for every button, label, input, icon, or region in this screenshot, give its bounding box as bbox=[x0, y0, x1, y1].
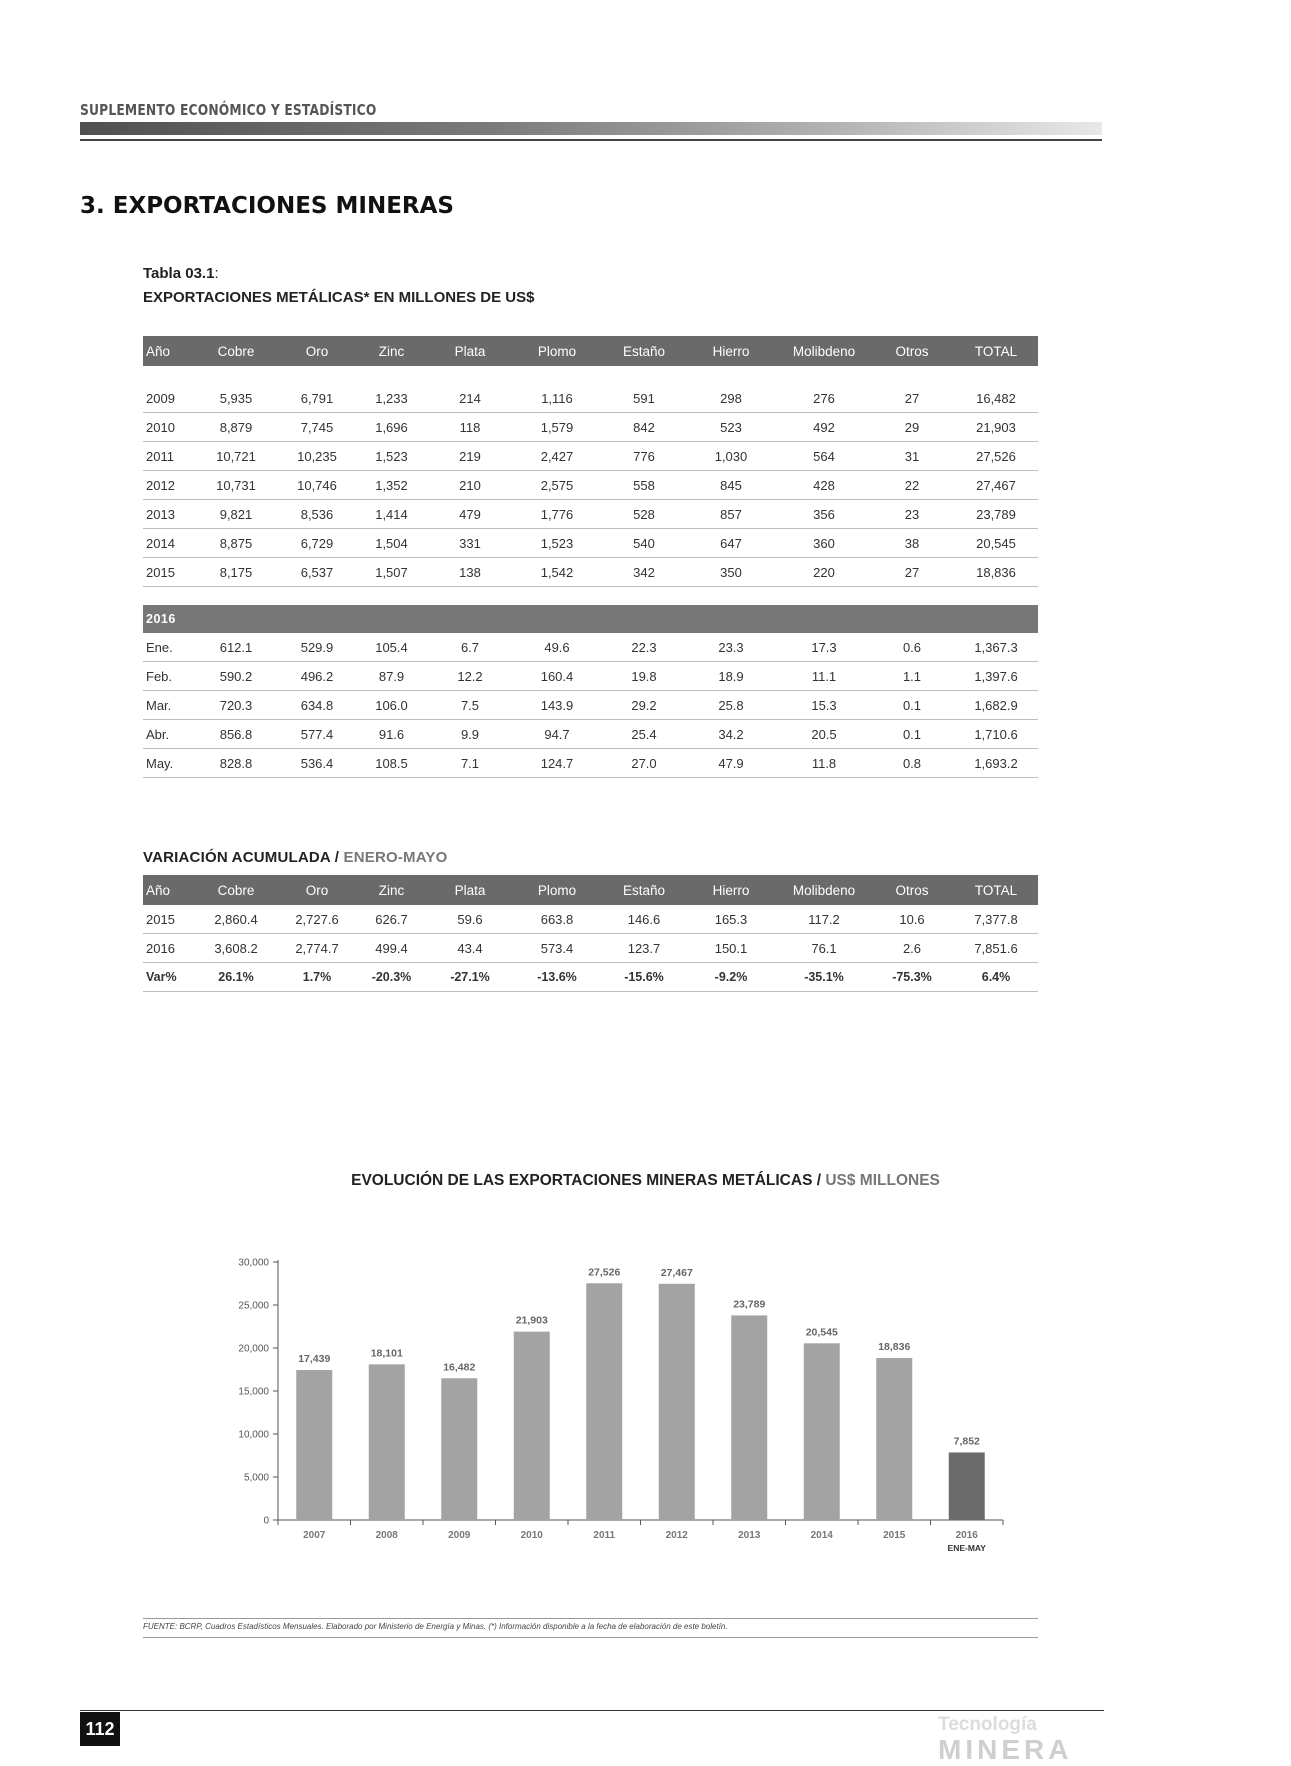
data-label: 21,903 bbox=[515, 1314, 548, 1327]
value-cell: 647 bbox=[684, 529, 778, 558]
chart-title-main: EVOLUCIÓN DE LAS EXPORTACIONES MINERAS METÁLICAS / bbox=[351, 1172, 826, 1189]
data-label: 17,439 bbox=[298, 1353, 331, 1366]
value-cell: 143.9 bbox=[510, 691, 604, 720]
value-cell: 160.4 bbox=[510, 662, 604, 691]
data-label: 27,467 bbox=[660, 1266, 693, 1279]
table2-header-cell: Zinc bbox=[353, 875, 430, 905]
value-cell: -75.3% bbox=[870, 963, 954, 992]
value-cell: 91.6 bbox=[353, 720, 430, 749]
data-label: 27,526 bbox=[588, 1266, 621, 1279]
value-cell: 6.4% bbox=[954, 963, 1038, 992]
value-cell: 25.8 bbox=[684, 691, 778, 720]
value-cell: 25.4 bbox=[604, 720, 684, 749]
value-cell: 20,545 bbox=[954, 529, 1038, 558]
value-cell: 2,727.6 bbox=[281, 905, 353, 934]
value-cell: 776 bbox=[604, 442, 684, 471]
value-cell: 360 bbox=[778, 529, 870, 558]
value-cell: 0.6 bbox=[870, 633, 954, 662]
value-cell: 276 bbox=[778, 384, 870, 413]
value-cell: 26.1% bbox=[191, 963, 281, 992]
value-cell: 558 bbox=[604, 471, 684, 500]
value-cell: -13.6% bbox=[510, 963, 604, 992]
source-rule-top bbox=[143, 1618, 1038, 1619]
y-tick-label: 25,000 bbox=[238, 1300, 269, 1312]
value-cell: 7.5 bbox=[430, 691, 510, 720]
value-cell: 20.5 bbox=[778, 720, 870, 749]
value-cell: 857 bbox=[684, 500, 778, 529]
value-cell: 1,682.9 bbox=[954, 691, 1038, 720]
x-tick-sublabel: ENE-MAY bbox=[947, 1543, 986, 1553]
value-cell: 1,693.2 bbox=[954, 749, 1038, 778]
value-cell: 3,608.2 bbox=[191, 934, 281, 963]
value-cell: 19.8 bbox=[604, 662, 684, 691]
logo-line1: Tecnología bbox=[938, 1714, 1037, 1735]
value-cell: 0.1 bbox=[870, 720, 954, 749]
logo-line2: MINERA bbox=[938, 1734, 1073, 1765]
value-cell: 29.2 bbox=[604, 691, 684, 720]
value-cell: 59.6 bbox=[430, 905, 510, 934]
value-cell: 21,903 bbox=[954, 413, 1038, 442]
value-cell: 6.7 bbox=[430, 633, 510, 662]
table1-header-cell: Oro bbox=[281, 336, 353, 366]
table1-header-cell: Estaño bbox=[604, 336, 684, 366]
y-tick-label: 30,000 bbox=[238, 1257, 269, 1269]
value-cell: 8,175 bbox=[191, 558, 281, 587]
row-label-cell: 2012 bbox=[143, 471, 191, 500]
value-cell: 146.6 bbox=[604, 905, 684, 934]
value-cell: 2,427 bbox=[510, 442, 604, 471]
value-cell: 8,875 bbox=[191, 529, 281, 558]
value-cell: 220 bbox=[778, 558, 870, 587]
x-tick-label: 2012 bbox=[665, 1530, 688, 1541]
value-cell: 1,696 bbox=[353, 413, 430, 442]
value-cell: 1,397.6 bbox=[954, 662, 1038, 691]
value-cell: 499.4 bbox=[353, 934, 430, 963]
row-label-cell: May. bbox=[143, 749, 191, 778]
value-cell: 6,537 bbox=[281, 558, 353, 587]
value-cell: 529.9 bbox=[281, 633, 353, 662]
value-cell: 1,523 bbox=[353, 442, 430, 471]
value-cell: -27.1% bbox=[430, 963, 510, 992]
value-cell: 2,774.7 bbox=[281, 934, 353, 963]
table1-label-suffix: : bbox=[214, 265, 219, 282]
x-tick-label: 2011 bbox=[593, 1530, 616, 1541]
value-cell: 27,526 bbox=[954, 442, 1038, 471]
value-cell: 210 bbox=[430, 471, 510, 500]
running-header-title: SUPLEMENTO ECONÓMICO Y ESTADÍSTICO bbox=[80, 101, 377, 119]
table1-header-cell: Hierro bbox=[684, 336, 778, 366]
value-cell: 7,745 bbox=[281, 413, 353, 442]
table1-label-text: Tabla 03.1 bbox=[143, 265, 215, 282]
row-label-cell: Feb. bbox=[143, 662, 191, 691]
value-cell: 828.8 bbox=[191, 749, 281, 778]
value-cell: 10.6 bbox=[870, 905, 954, 934]
data-label: 18,836 bbox=[878, 1341, 911, 1354]
row-label-cell: 2015 bbox=[143, 558, 191, 587]
value-cell: 38 bbox=[870, 529, 954, 558]
value-cell: 540 bbox=[604, 529, 684, 558]
value-cell: 634.8 bbox=[281, 691, 353, 720]
value-cell: 1,414 bbox=[353, 500, 430, 529]
bar bbox=[441, 1378, 477, 1520]
row-label-cell: 2016 bbox=[143, 934, 191, 963]
value-cell: 10,731 bbox=[191, 471, 281, 500]
value-cell: 43.4 bbox=[430, 934, 510, 963]
value-cell: 1,579 bbox=[510, 413, 604, 442]
table2-header-cell: Cobre bbox=[191, 875, 281, 905]
value-cell: 523 bbox=[684, 413, 778, 442]
value-cell: 7,851.6 bbox=[954, 934, 1038, 963]
data-label: 7,852 bbox=[953, 1435, 980, 1448]
value-cell: 31 bbox=[870, 442, 954, 471]
value-cell: 356 bbox=[778, 500, 870, 529]
value-cell: 123.7 bbox=[604, 934, 684, 963]
y-tick-label: 5,000 bbox=[243, 1472, 269, 1484]
value-cell: 1,367.3 bbox=[954, 633, 1038, 662]
value-cell: 612.1 bbox=[191, 633, 281, 662]
value-cell: 7,377.8 bbox=[954, 905, 1038, 934]
table2-header-cell: Hierro bbox=[684, 875, 778, 905]
value-cell: 9.9 bbox=[430, 720, 510, 749]
value-cell: 23 bbox=[870, 500, 954, 529]
value-cell: 1,352 bbox=[353, 471, 430, 500]
row-label-cell: 2014 bbox=[143, 529, 191, 558]
x-tick-label: 2009 bbox=[448, 1530, 471, 1541]
value-cell: 7.1 bbox=[430, 749, 510, 778]
source-note: FUENTE: BCRP, Cuadros Estadísticos Mensuales. Elaborado por Ministerio de Energía y Minas. (*) Información disponible a la fecha de elaboración de este boletín. bbox=[143, 1622, 728, 1631]
value-cell: 106.0 bbox=[353, 691, 430, 720]
x-tick-label: 2013 bbox=[738, 1530, 761, 1541]
x-tick-label: 2014 bbox=[810, 1530, 833, 1541]
value-cell: 214 bbox=[430, 384, 510, 413]
value-cell: 124.7 bbox=[510, 749, 604, 778]
table2-title-main: VARIACIÓN ACUMULADA / bbox=[143, 849, 344, 866]
value-cell: 138 bbox=[430, 558, 510, 587]
value-cell: 23.3 bbox=[684, 633, 778, 662]
value-cell: 720.3 bbox=[191, 691, 281, 720]
value-cell: 165.3 bbox=[684, 905, 778, 934]
value-cell: 219 bbox=[430, 442, 510, 471]
bar bbox=[804, 1343, 840, 1520]
value-cell: 22.3 bbox=[604, 633, 684, 662]
page-number: 112 bbox=[80, 1712, 120, 1746]
table2-header-cell: Molibdeno bbox=[778, 875, 870, 905]
value-cell: 428 bbox=[778, 471, 870, 500]
value-cell: 23,789 bbox=[954, 500, 1038, 529]
table1-header-cell: Otros bbox=[870, 336, 954, 366]
value-cell: 5,935 bbox=[191, 384, 281, 413]
value-cell: 49.6 bbox=[510, 633, 604, 662]
footer-rule bbox=[80, 1710, 1104, 1711]
value-cell: 1,523 bbox=[510, 529, 604, 558]
table2-header-cell: Plomo bbox=[510, 875, 604, 905]
section-title: 3. EXPORTACIONES MINERAS bbox=[80, 193, 454, 219]
data-label: 23,789 bbox=[733, 1298, 766, 1311]
bar bbox=[659, 1284, 695, 1520]
y-tick-label: 10,000 bbox=[238, 1429, 269, 1441]
value-cell: 564 bbox=[778, 442, 870, 471]
value-cell: 492 bbox=[778, 413, 870, 442]
value-cell: 15.3 bbox=[778, 691, 870, 720]
table1-header-cell: Plata bbox=[430, 336, 510, 366]
value-cell: 0.8 bbox=[870, 749, 954, 778]
data-label: 16,482 bbox=[443, 1361, 476, 1374]
table1-header-cell: Cobre bbox=[191, 336, 281, 366]
value-cell: 8,536 bbox=[281, 500, 353, 529]
value-cell: -15.6% bbox=[604, 963, 684, 992]
row-label-cell: Ene. bbox=[143, 633, 191, 662]
value-cell: 87.9 bbox=[353, 662, 430, 691]
row-label-cell: 2010 bbox=[143, 413, 191, 442]
table2-header-cell: Plata bbox=[430, 875, 510, 905]
value-cell: 27.0 bbox=[604, 749, 684, 778]
y-tick-label: 0 bbox=[263, 1515, 269, 1527]
x-tick-label: 2010 bbox=[520, 1530, 543, 1541]
table2-title-grey: ENERO-MAYO bbox=[343, 849, 448, 866]
value-cell: 2,575 bbox=[510, 471, 604, 500]
value-cell: 150.1 bbox=[684, 934, 778, 963]
row-label-cell: 2011 bbox=[143, 442, 191, 471]
value-cell: 27,467 bbox=[954, 471, 1038, 500]
row-label-cell: Abr. bbox=[143, 720, 191, 749]
table1-header-cell: Zinc bbox=[353, 336, 430, 366]
table1-header-cell: Plomo bbox=[510, 336, 604, 366]
bar bbox=[514, 1332, 550, 1520]
table2-header-cell: Año bbox=[143, 875, 191, 905]
bar bbox=[586, 1283, 622, 1520]
chart-title-grey: US$ MILLONES bbox=[825, 1172, 940, 1189]
value-cell: 842 bbox=[604, 413, 684, 442]
value-cell: 1,710.6 bbox=[954, 720, 1038, 749]
value-cell: 27 bbox=[870, 384, 954, 413]
value-cell: 108.5 bbox=[353, 749, 430, 778]
value-cell: 1,542 bbox=[510, 558, 604, 587]
value-cell: 10,235 bbox=[281, 442, 353, 471]
value-cell: 10,721 bbox=[191, 442, 281, 471]
value-cell: 1,504 bbox=[353, 529, 430, 558]
value-cell: -20.3% bbox=[353, 963, 430, 992]
bar bbox=[731, 1315, 767, 1520]
value-cell: 496.2 bbox=[281, 662, 353, 691]
value-cell: 8,879 bbox=[191, 413, 281, 442]
x-tick-label: 2016 bbox=[955, 1530, 978, 1541]
row-label-cell: Mar. bbox=[143, 691, 191, 720]
bar bbox=[369, 1364, 405, 1520]
source-rule-bottom bbox=[143, 1637, 1038, 1638]
x-tick-label: 2008 bbox=[375, 1530, 398, 1541]
value-cell: 626.7 bbox=[353, 905, 430, 934]
value-cell: 590.2 bbox=[191, 662, 281, 691]
value-cell: 1,776 bbox=[510, 500, 604, 529]
value-cell: 1.1 bbox=[870, 662, 954, 691]
value-cell: 47.9 bbox=[684, 749, 778, 778]
value-cell: 1,233 bbox=[353, 384, 430, 413]
value-cell: 591 bbox=[604, 384, 684, 413]
row-label-cell: Var% bbox=[143, 963, 191, 992]
value-cell: 479 bbox=[430, 500, 510, 529]
value-cell: 0.1 bbox=[870, 691, 954, 720]
table1-header-cell: Año bbox=[143, 336, 191, 366]
value-cell: 298 bbox=[684, 384, 778, 413]
value-cell: 331 bbox=[430, 529, 510, 558]
value-cell: 29 bbox=[870, 413, 954, 442]
value-cell: 1,507 bbox=[353, 558, 430, 587]
value-cell: 1,030 bbox=[684, 442, 778, 471]
value-cell: 573.4 bbox=[510, 934, 604, 963]
table2-header-cell: Otros bbox=[870, 875, 954, 905]
value-cell: 12.2 bbox=[430, 662, 510, 691]
value-cell: 94.7 bbox=[510, 720, 604, 749]
y-tick-label: 15,000 bbox=[238, 1386, 269, 1398]
value-cell: 342 bbox=[604, 558, 684, 587]
value-cell: 2,860.4 bbox=[191, 905, 281, 934]
table1-header-cell: TOTAL bbox=[954, 336, 1038, 366]
data-label: 20,545 bbox=[805, 1326, 838, 1339]
value-cell: 16,482 bbox=[954, 384, 1038, 413]
value-cell: 76.1 bbox=[778, 934, 870, 963]
value-cell: 118 bbox=[430, 413, 510, 442]
value-cell: 528 bbox=[604, 500, 684, 529]
row-label-cell: 2015 bbox=[143, 905, 191, 934]
table1-title: EXPORTACIONES METÁLICAS* EN MILLONES DE US$ bbox=[143, 289, 535, 306]
table1-header-cell: Molibdeno bbox=[778, 336, 870, 366]
bar bbox=[876, 1358, 912, 1520]
value-cell: 2.6 bbox=[870, 934, 954, 963]
value-cell: 350 bbox=[684, 558, 778, 587]
table2-header-cell: Oro bbox=[281, 875, 353, 905]
value-cell: 17.3 bbox=[778, 633, 870, 662]
value-cell: -35.1% bbox=[778, 963, 870, 992]
publisher-logo bbox=[938, 1714, 1104, 1765]
value-cell: 6,729 bbox=[281, 529, 353, 558]
value-cell: 117.2 bbox=[778, 905, 870, 934]
x-tick-label: 2015 bbox=[883, 1530, 906, 1541]
value-cell: 845 bbox=[684, 471, 778, 500]
data-label: 18,101 bbox=[370, 1347, 403, 1360]
row-label-cell: 2013 bbox=[143, 500, 191, 529]
value-cell: 6,791 bbox=[281, 384, 353, 413]
value-cell: 1,116 bbox=[510, 384, 604, 413]
value-cell: 34.2 bbox=[684, 720, 778, 749]
table2-header-cell: Estaño bbox=[604, 875, 684, 905]
bar bbox=[296, 1370, 332, 1520]
value-cell: 22 bbox=[870, 471, 954, 500]
y-tick-label: 20,000 bbox=[238, 1343, 269, 1355]
value-cell: 10,746 bbox=[281, 471, 353, 500]
value-cell: 577.4 bbox=[281, 720, 353, 749]
value-cell: 11.1 bbox=[778, 662, 870, 691]
value-cell: 11.8 bbox=[778, 749, 870, 778]
value-cell: -9.2% bbox=[684, 963, 778, 992]
x-tick-label: 2007 bbox=[303, 1530, 326, 1541]
value-cell: 536.4 bbox=[281, 749, 353, 778]
value-cell: 663.8 bbox=[510, 905, 604, 934]
value-cell: 18,836 bbox=[954, 558, 1038, 587]
table2-header-cell: TOTAL bbox=[954, 875, 1038, 905]
bar bbox=[949, 1452, 985, 1520]
year-header-cell: 2016 bbox=[143, 605, 1038, 633]
value-cell: 27 bbox=[870, 558, 954, 587]
value-cell: 9,821 bbox=[191, 500, 281, 529]
value-cell: 856.8 bbox=[191, 720, 281, 749]
row-label-cell: 2009 bbox=[143, 384, 191, 413]
value-cell: 105.4 bbox=[353, 633, 430, 662]
value-cell: 18.9 bbox=[684, 662, 778, 691]
value-cell: 1.7% bbox=[281, 963, 353, 992]
